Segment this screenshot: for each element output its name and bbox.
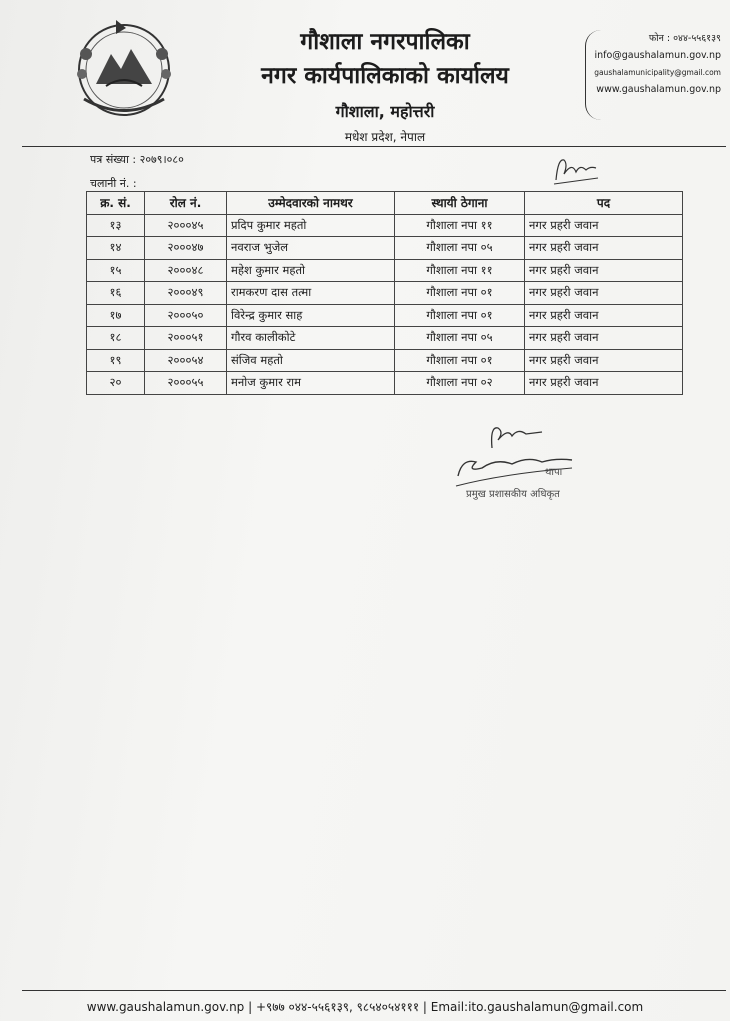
cell-address: गौशाला नपा ०५ [395,237,525,260]
cell-name: रामकरण दास तत्मा [227,282,395,305]
table-row [87,214,683,237]
footer-divider [22,990,726,991]
cell-name: गौरव कालीकोटे [227,327,395,350]
col-header-name: उम्मेदवारको नामथर [227,192,395,215]
cell-sn: १३ [87,214,145,237]
table-row [87,237,683,260]
cell-sn: १४ [87,237,145,260]
col-header-roll: रोल नं. [145,192,227,215]
cell-address: गौशाला नपा ०१ [395,349,525,372]
cell-post: नगर प्रहरी जवान [525,237,683,260]
cell-post: नगर प्रहरी जवान [525,372,683,395]
cell-roll: २०००४७ [145,237,227,260]
office-title: नगर कार्यपालिकाको कार्यालय [261,63,509,89]
candidate-table [86,191,683,395]
col-header-address: स्थायी ठेगाना [395,192,525,215]
cell-roll: २०००५१ [145,327,227,350]
cell-name: संजिव महतो [227,349,395,372]
table-row [87,349,683,372]
cell-sn: १९ [87,349,145,372]
cell-address: गौशाला नपा ११ [395,259,525,282]
cell-name: मनोज कुमार राम [227,372,395,395]
municipality-title: गौशाला नगरपालिका [300,29,470,55]
cell-sn: १८ [87,327,145,350]
footer-contact: www.gaushalamun.gov.np | +९७७ ०४४-५५६१३९, ९८५४०५४१११ | Email:ito.gaushalamun@gmail.com [86,1000,644,1014]
table-header-row [87,192,683,215]
table-row [87,282,683,305]
contact-website: www.gaushalamun.gov.np [596,84,721,95]
contact-phone: फोन : ०४४-५५६१३९ [648,33,721,44]
contact-gmail: gaushalamunicipality@gmail.com [594,68,721,77]
cell-post: नगर प्रहरी जवान [525,259,683,282]
cell-roll: २०००४५ [145,214,227,237]
table-row [87,304,683,327]
col-header-post: पद [525,192,683,215]
col-header-sn: क्र. सं. [87,192,145,215]
cell-post: नगर प्रहरी जवान [525,282,683,305]
contact-block [585,30,725,120]
cell-name: नवराज भुजेल [227,237,395,260]
letter-number: पत्र संख्या : २०७९।०८० [90,153,184,166]
cell-address: गौशाला नपा ०१ [395,282,525,305]
cell-sn: २० [87,372,145,395]
cell-name: प्रदिप कुमार महतो [227,214,395,237]
cell-roll: २०००५५ [145,372,227,395]
signature-mark [552,150,602,190]
nepal-emblem-icon [66,14,182,120]
office-province: मधेश प्रदेश, नेपाल [344,130,426,144]
signatory-name: थापा [545,467,563,478]
cell-roll: २०००५० [145,304,227,327]
cell-roll: २०००४८ [145,259,227,282]
signatory-designation: प्रमुख प्रशासकीय अधिकृत [466,489,560,500]
contact-email: info@gaushalamun.gov.np [594,50,721,61]
cell-address: गौशाला नपा ०१ [395,304,525,327]
cell-name: विरेन्द्र कुमार साह [227,304,395,327]
cell-address: गौशाला नपा ०२ [395,372,525,395]
cell-sn: १५ [87,259,145,282]
cell-name: महेश कुमार महतो [227,259,395,282]
cell-address: गौशाला नपा ०५ [395,327,525,350]
header-divider [22,146,726,147]
cell-post: नगर प्रहरी जवान [525,214,683,237]
cell-roll: २०००४९ [145,282,227,305]
cell-post: नगर प्रहरी जवान [525,327,683,350]
cell-post: नगर प्रहरी जवान [525,349,683,372]
dispatch-number: चलानी नं. : [90,177,137,190]
table-row [87,259,683,282]
table-row [87,327,683,350]
table-row [87,372,683,395]
cell-sn: १६ [87,282,145,305]
cell-sn: १७ [87,304,145,327]
office-location: गौशाला, महोत्तरी [335,102,435,121]
cell-address: गौशाला नपा ११ [395,214,525,237]
cell-post: नगर प्रहरी जवान [525,304,683,327]
cell-roll: २०००५४ [145,349,227,372]
